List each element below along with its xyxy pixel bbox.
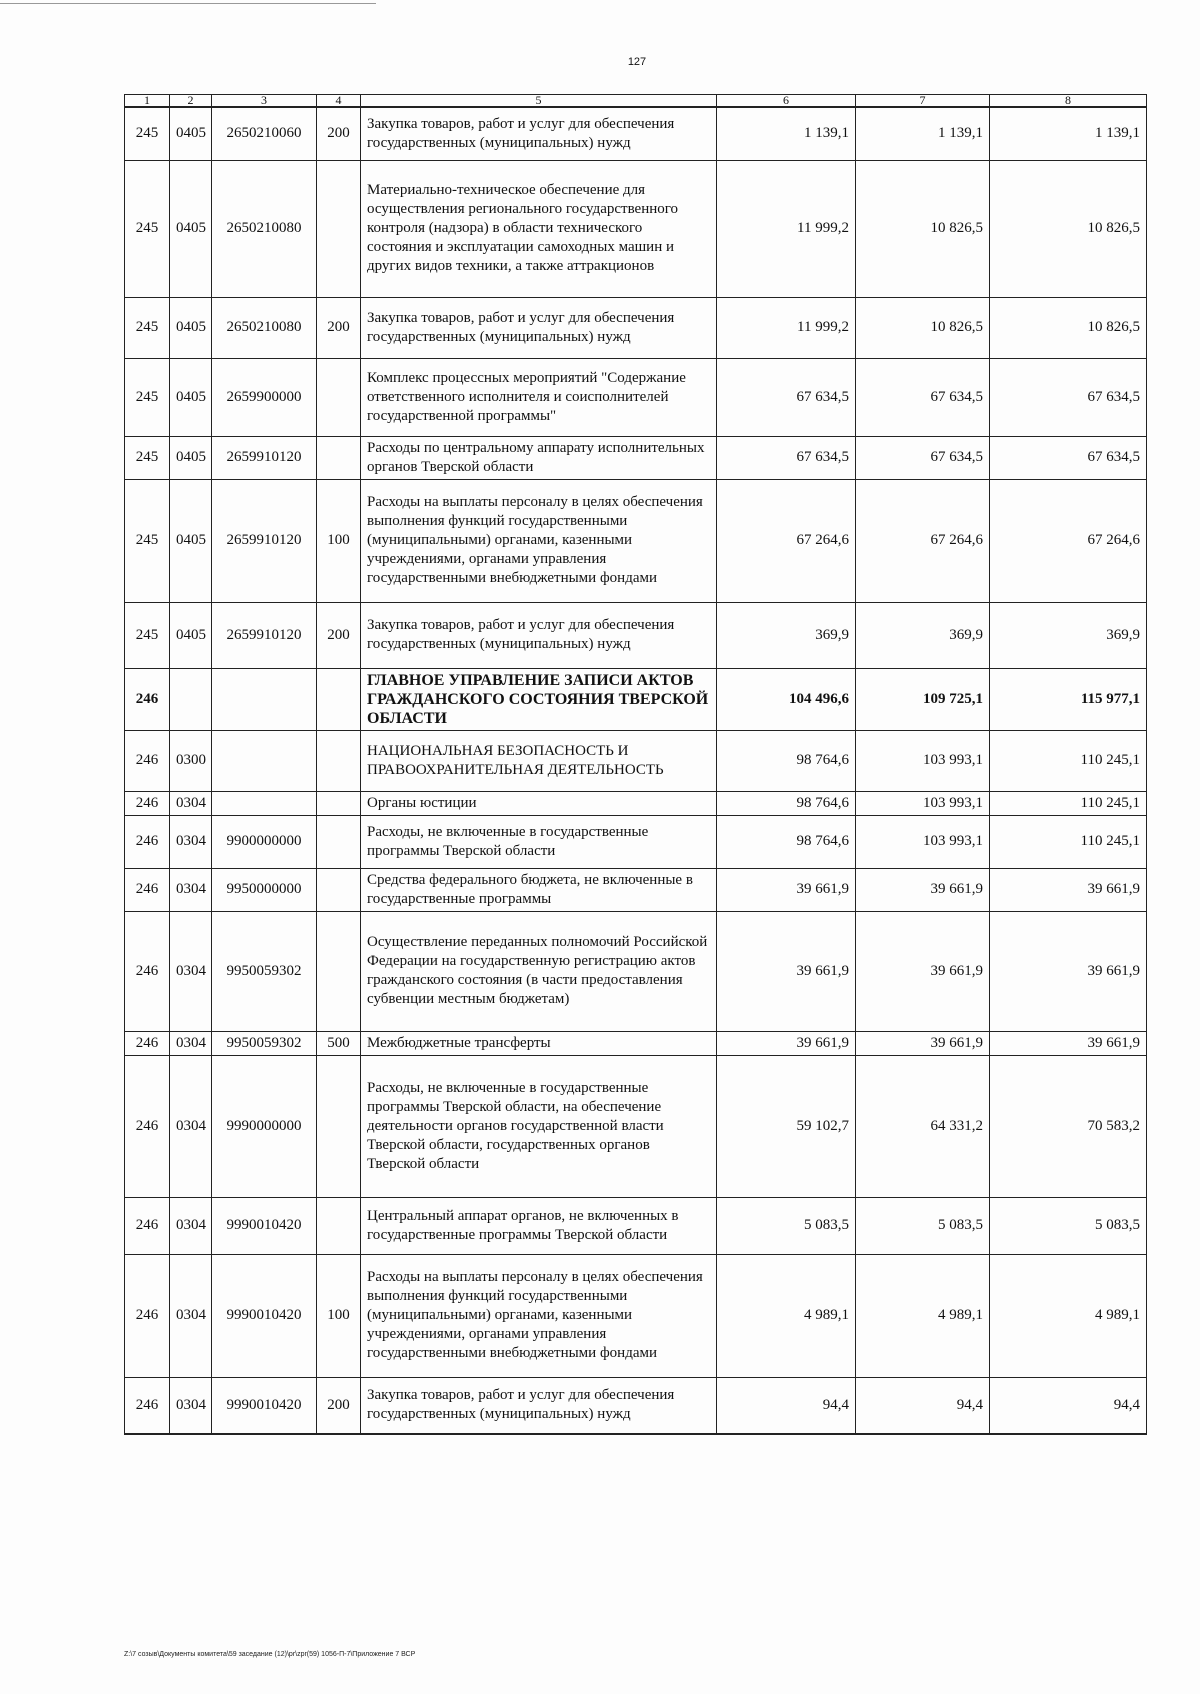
description-cell: Расходы на выплаты персоналу в целях обеспечения выполнения функций государственными (муниципальными) органами, казенными учреждениями, органами управления государственными внебюджетными фондами [361, 1254, 717, 1377]
section-cell: 0405 [170, 358, 212, 436]
kbk-owner-cell: 245 [125, 107, 170, 160]
target-article-cell: 2650210080 [212, 160, 317, 297]
amount-col8-cell: 39 661,9 [990, 1031, 1147, 1055]
expense-type-cell [317, 436, 361, 479]
section-cell: 0304 [170, 1031, 212, 1055]
section-cell: 0304 [170, 791, 212, 815]
section-cell: 0405 [170, 107, 212, 160]
amount-col7-cell: 39 661,9 [856, 911, 990, 1031]
target-article-cell [212, 730, 317, 791]
kbk-owner-cell: 246 [125, 1254, 170, 1377]
table-row [125, 602, 1147, 668]
expense-type-cell [317, 791, 361, 815]
table-row [125, 358, 1147, 436]
table-row [125, 815, 1147, 868]
amount-col6-cell: 5 083,5 [717, 1197, 856, 1254]
section-cell: 0304 [170, 911, 212, 1031]
description-cell: Комплекс процессных мероприятий "Содержание ответственного исполнителя и соисполнителей государственной программы" [361, 358, 717, 436]
table-row [125, 668, 1147, 730]
description-cell: ГЛАВНОЕ УПРАВЛЕНИЕ ЗАПИСИ АКТОВ ГРАЖДАНСКОГО СОСТОЯНИЯ ТВЕРСКОЙ ОБЛАСТИ [361, 668, 717, 730]
description-cell: Осуществление переданных полномочий Российской Федерации на государственную регистрацию актов гражданского состояния (в части предоставления субвенции местным бюджетам) [361, 911, 717, 1031]
amount-col8-cell: 5 083,5 [990, 1197, 1147, 1254]
expense-type-cell: 200 [317, 297, 361, 358]
description-cell: Межбюджетные трансферты [361, 1031, 717, 1055]
amount-col7-cell: 369,9 [856, 602, 990, 668]
target-article-cell: 9990000000 [212, 1055, 317, 1197]
section-cell: 0304 [170, 868, 212, 911]
page-number: 127 [627, 56, 647, 68]
column-header: 4 [317, 95, 361, 108]
target-article-cell [212, 791, 317, 815]
kbk-owner-cell: 246 [125, 791, 170, 815]
kbk-owner-cell: 245 [125, 436, 170, 479]
amount-col6-cell: 94,4 [717, 1377, 856, 1434]
column-header: 5 [361, 95, 717, 108]
kbk-owner-cell: 246 [125, 911, 170, 1031]
table-row [125, 479, 1147, 602]
amount-col7-cell: 103 993,1 [856, 815, 990, 868]
amount-col6-cell: 1 139,1 [717, 107, 856, 160]
amount-col7-cell: 10 826,5 [856, 160, 990, 297]
table-row [125, 160, 1147, 297]
amount-col6-cell: 39 661,9 [717, 868, 856, 911]
expense-type-cell [317, 1197, 361, 1254]
target-article-cell: 9950059302 [212, 911, 317, 1031]
budget-table [124, 94, 1147, 1435]
section-cell: 0405 [170, 160, 212, 297]
amount-col8-cell: 70 583,2 [990, 1055, 1147, 1197]
table-row [125, 1197, 1147, 1254]
target-article-cell: 9900000000 [212, 815, 317, 868]
expense-type-cell: 200 [317, 602, 361, 668]
target-article-cell: 2659900000 [212, 358, 317, 436]
section-cell: 0405 [170, 436, 212, 479]
kbk-owner-cell: 246 [125, 730, 170, 791]
expense-type-cell: 500 [317, 1031, 361, 1055]
column-header: 8 [990, 95, 1147, 108]
target-article-cell: 9990010420 [212, 1197, 317, 1254]
amount-col6-cell: 98 764,6 [717, 730, 856, 791]
section-cell: 0300 [170, 730, 212, 791]
kbk-owner-cell: 246 [125, 815, 170, 868]
expense-type-cell: 200 [317, 107, 361, 160]
table-row [125, 868, 1147, 911]
amount-col6-cell: 67 264,6 [717, 479, 856, 602]
expense-type-cell [317, 668, 361, 730]
amount-col8-cell: 39 661,9 [990, 868, 1147, 911]
table-row [125, 1031, 1147, 1055]
expense-type-cell: 100 [317, 479, 361, 602]
target-article-cell: 9950000000 [212, 868, 317, 911]
amount-col7-cell: 39 661,9 [856, 868, 990, 911]
table-row [125, 297, 1147, 358]
column-number-row [125, 95, 1147, 108]
amount-col8-cell: 1 139,1 [990, 107, 1147, 160]
target-article-cell: 2659910120 [212, 479, 317, 602]
amount-col7-cell: 67 634,5 [856, 358, 990, 436]
amount-col6-cell: 11 999,2 [717, 297, 856, 358]
amount-col6-cell: 39 661,9 [717, 1031, 856, 1055]
amount-col7-cell: 64 331,2 [856, 1055, 990, 1197]
description-cell: Закупка товаров, работ и услуг для обеспечения государственных (муниципальных) нужд [361, 602, 717, 668]
kbk-owner-cell: 245 [125, 602, 170, 668]
table-row [125, 107, 1147, 160]
kbk-owner-cell: 246 [125, 1377, 170, 1434]
target-article-cell: 2650210080 [212, 297, 317, 358]
description-cell: Материально-техническое обеспечение для осуществления регионального государственного контроля (надзора) в области технического состояния и эксплуатации самоходных машин и других видов техники, а также аттракционов [361, 160, 717, 297]
description-cell: Расходы на выплаты персоналу в целях обеспечения выполнения функций государственными (муниципальными) органами, казенными учреждениями, органами управления государственными внебюджетными фондами [361, 479, 717, 602]
description-cell: Закупка товаров, работ и услуг для обеспечения государственных (муниципальных) нужд [361, 1377, 717, 1434]
target-article-cell: 2659910120 [212, 602, 317, 668]
target-article-cell: 2659910120 [212, 436, 317, 479]
kbk-owner-cell: 246 [125, 1031, 170, 1055]
section-cell: 0304 [170, 1055, 212, 1197]
target-article-cell: 2650210060 [212, 107, 317, 160]
target-article-cell: 9990010420 [212, 1254, 317, 1377]
amount-col6-cell: 39 661,9 [717, 911, 856, 1031]
description-cell: Закупка товаров, работ и услуг для обеспечения государственных (муниципальных) нужд [361, 107, 717, 160]
table-row [125, 911, 1147, 1031]
target-article-cell [212, 668, 317, 730]
expense-type-cell [317, 160, 361, 297]
amount-col6-cell: 67 634,5 [717, 358, 856, 436]
amount-col7-cell: 1 139,1 [856, 107, 990, 160]
description-cell: Расходы по центральному аппарату исполнительных органов Тверской области [361, 436, 717, 479]
target-article-cell: 9950059302 [212, 1031, 317, 1055]
section-cell: 0304 [170, 1197, 212, 1254]
section-cell: 0304 [170, 1254, 212, 1377]
amount-col7-cell: 109 725,1 [856, 668, 990, 730]
description-cell: Средства федерального бюджета, не включенные в государственные программы [361, 868, 717, 911]
amount-col8-cell: 4 989,1 [990, 1254, 1147, 1377]
amount-col7-cell: 5 083,5 [856, 1197, 990, 1254]
amount-col7-cell: 39 661,9 [856, 1031, 990, 1055]
column-header: 6 [717, 95, 856, 108]
section-cell: 0405 [170, 602, 212, 668]
amount-col6-cell: 67 634,5 [717, 436, 856, 479]
section-cell: 0405 [170, 297, 212, 358]
description-cell: Расходы, не включенные в государственные программы Тверской области, на обеспечение деятельности органов государственной власти Тверской области, государственных органов Тверской области [361, 1055, 717, 1197]
amount-col8-cell: 10 826,5 [990, 297, 1147, 358]
expense-type-cell: 200 [317, 1377, 361, 1434]
amount-col6-cell: 104 496,6 [717, 668, 856, 730]
section-cell [170, 668, 212, 730]
expense-type-cell [317, 358, 361, 436]
section-cell: 0405 [170, 479, 212, 602]
target-article-cell: 9990010420 [212, 1377, 317, 1434]
table-row [125, 730, 1147, 791]
amount-col6-cell: 59 102,7 [717, 1055, 856, 1197]
expense-type-cell [317, 868, 361, 911]
amount-col7-cell: 103 993,1 [856, 791, 990, 815]
amount-col8-cell: 94,4 [990, 1377, 1147, 1434]
amount-col6-cell: 369,9 [717, 602, 856, 668]
amount-col7-cell: 67 264,6 [856, 479, 990, 602]
description-cell: Органы юстиции [361, 791, 717, 815]
table-row [125, 1377, 1147, 1434]
amount-col8-cell: 369,9 [990, 602, 1147, 668]
amount-col6-cell: 98 764,6 [717, 791, 856, 815]
top-rule [0, 3, 376, 4]
kbk-owner-cell: 246 [125, 668, 170, 730]
kbk-owner-cell: 245 [125, 160, 170, 297]
table-body [125, 107, 1147, 1434]
column-header: 2 [170, 95, 212, 108]
amount-col6-cell: 4 989,1 [717, 1254, 856, 1377]
amount-col8-cell: 39 661,9 [990, 911, 1147, 1031]
kbk-owner-cell: 246 [125, 1055, 170, 1197]
column-header: 7 [856, 95, 990, 108]
description-cell: Расходы, не включенные в государственные программы Тверской области [361, 815, 717, 868]
table-row [125, 1254, 1147, 1377]
expense-type-cell [317, 730, 361, 791]
kbk-owner-cell: 246 [125, 1197, 170, 1254]
kbk-owner-cell: 245 [125, 358, 170, 436]
amount-col8-cell: 110 245,1 [990, 791, 1147, 815]
kbk-owner-cell: 245 [125, 479, 170, 602]
amount-col7-cell: 4 989,1 [856, 1254, 990, 1377]
amount-col8-cell: 67 634,5 [990, 358, 1147, 436]
amount-col6-cell: 98 764,6 [717, 815, 856, 868]
amount-col7-cell: 103 993,1 [856, 730, 990, 791]
amount-col8-cell: 110 245,1 [990, 815, 1147, 868]
amount-col8-cell: 110 245,1 [990, 730, 1147, 791]
column-header: 1 [125, 95, 170, 108]
amount-col7-cell: 94,4 [856, 1377, 990, 1434]
amount-col8-cell: 67 634,5 [990, 436, 1147, 479]
kbk-owner-cell: 245 [125, 297, 170, 358]
description-cell: Центральный аппарат органов, не включенных в государственные программы Тверской области [361, 1197, 717, 1254]
section-cell: 0304 [170, 1377, 212, 1434]
expense-type-cell [317, 1055, 361, 1197]
column-header: 3 [212, 95, 317, 108]
amount-col8-cell: 67 264,6 [990, 479, 1147, 602]
amount-col7-cell: 10 826,5 [856, 297, 990, 358]
amount-col8-cell: 115 977,1 [990, 668, 1147, 730]
kbk-owner-cell: 246 [125, 868, 170, 911]
table-row [125, 791, 1147, 815]
amount-col7-cell: 67 634,5 [856, 436, 990, 479]
expense-type-cell [317, 911, 361, 1031]
section-cell: 0304 [170, 815, 212, 868]
expense-type-cell [317, 815, 361, 868]
amount-col8-cell: 10 826,5 [990, 160, 1147, 297]
expense-type-cell: 100 [317, 1254, 361, 1377]
table-row [125, 436, 1147, 479]
footer-file-path: Z:\7 созыв\Документы комитета\59 заседание (12)\pr\zpr(59) 1056-П-7\Приложение 7 ВСР [124, 1651, 416, 1658]
amount-col6-cell: 11 999,2 [717, 160, 856, 297]
description-cell: НАЦИОНАЛЬНАЯ БЕЗОПАСНОСТЬ И ПРАВООХРАНИТЕЛЬНАЯ ДЕЯТЕЛЬНОСТЬ [361, 730, 717, 791]
table-row [125, 1055, 1147, 1197]
description-cell: Закупка товаров, работ и услуг для обеспечения государственных (муниципальных) нужд [361, 297, 717, 358]
